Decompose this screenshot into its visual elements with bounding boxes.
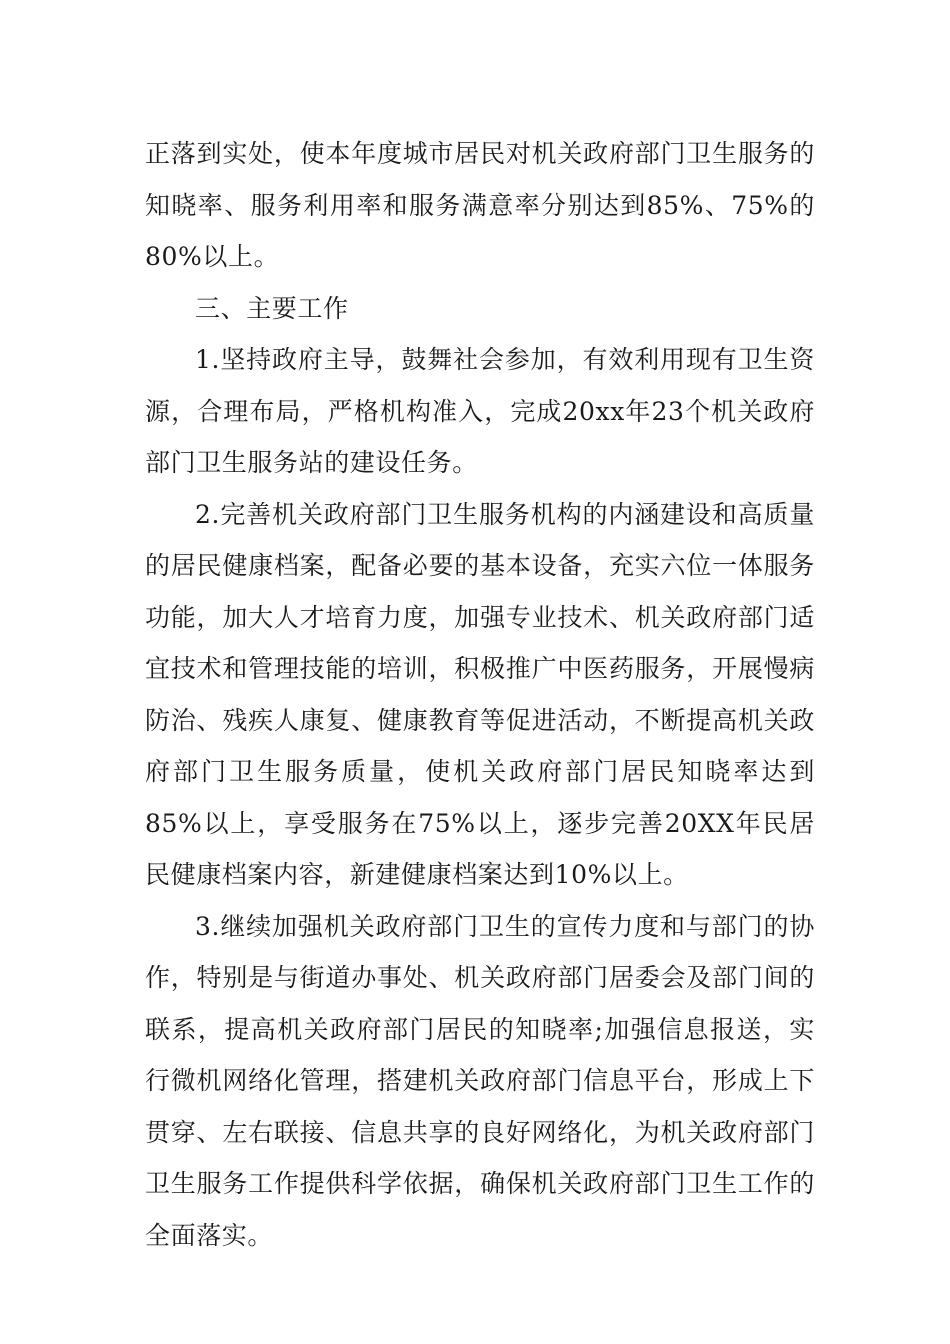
- paragraph-item-1: 1.坚持政府主导，鼓舞社会参加，有效利用现有卫生资源，合理布局，严格机构准入，完成20xx年23个机关政府部门卫生服务站的建设任务。: [145, 345, 815, 477]
- section-heading-main-work: 三、主要工作: [195, 293, 349, 323]
- paragraph-continuation: 正落到实处，使本年度城市居民对机关政府部门卫生服务的知晓率、服务利用率和服务满意率分别达到85%、75%的80%以上。: [145, 139, 815, 271]
- paragraph-item-3: 3.继续加强机关政府部门卫生的宣传力度和与部门的协作，特别是与街道办事处、机关政府部门居委会及部门间的联系，提高机关政府部门居民的知晓率;加强信息报送，实行微机网络化管理，搭建机关政府部门信息平台，形成上下贯穿、左右联接、信息共享的良好网络化，为机关政府部门卫生服务工作提供科学依据，确保机关政府部门卫生工作的全面落实。: [145, 911, 815, 1250]
- paragraph-item-2: 2.完善机关政府部门卫生服务机构的内涵建设和高质量的居民健康档案，配备必要的基本设备，充实六位一体服务功能，加大人才培育力度，加强专业技术、机关政府部门适宜技术和管理技能的培训，积极推广中医药服务，开展慢病防治、残疾人康复、健康教育等促进活动，不断提高机关政府部门卫生服务质量，使机关政府部门居民知晓率达到85%以上，享受服务在75%以上，逐步完善20XX年民居民健康档案内容，新建健康档案达到10%以上。: [145, 499, 815, 889]
- document-body: [145, 128, 815, 1261]
